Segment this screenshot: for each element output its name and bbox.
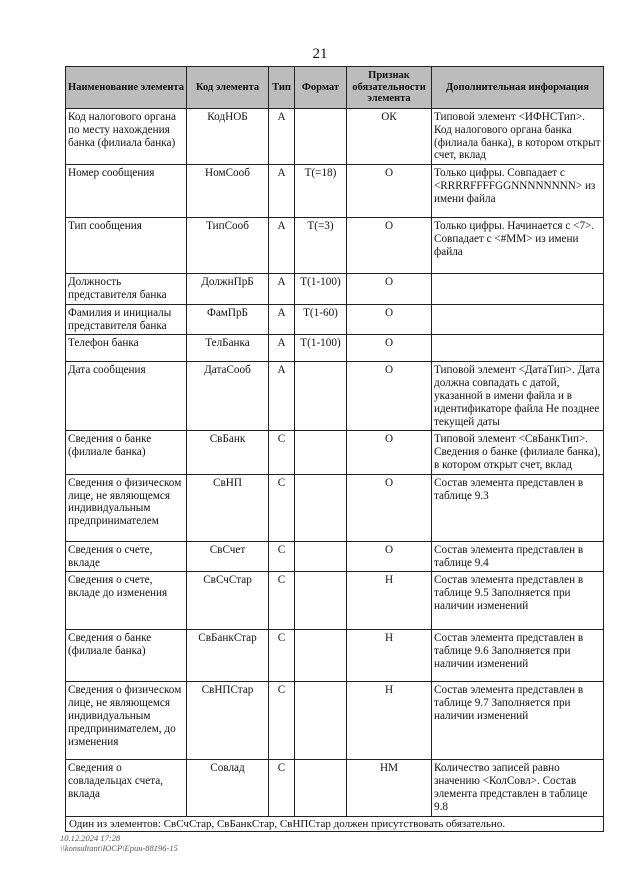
cell-type: А (269, 335, 295, 362)
cell-format: Т(=18) (295, 165, 347, 218)
header-required: Признак обязательности элемента (347, 67, 432, 109)
table-row (66, 165, 604, 218)
cell-code: СвБанк (187, 431, 269, 474)
cell-info (432, 335, 604, 362)
cell-required: О (347, 304, 432, 335)
cell-format: Т(=3) (295, 218, 347, 274)
cell-required: О (347, 165, 432, 218)
cell-info: Типовой элемент <СвБанкТип>. Сведения о банке (филиале банка), в котором открыт счет, вклад (432, 431, 604, 474)
cell-required: О (347, 335, 432, 362)
cell-type: С (269, 474, 295, 541)
cell-name: Сведения о счете, вкладе до изменения (66, 572, 187, 630)
cell-name: Сведения о банке (филиале банка) (66, 630, 187, 682)
table-row (66, 541, 604, 572)
cell-required: Н (347, 630, 432, 682)
cell-required: О (347, 274, 432, 305)
cell-code: КодНОБ (187, 109, 269, 165)
cell-code: ТелБанка (187, 335, 269, 362)
table-row (66, 572, 604, 630)
cell-name: Фамилия и инициалы представителя банка (66, 304, 187, 335)
cell-type: С (269, 541, 295, 572)
cell-type: С (269, 760, 295, 816)
cell-format (295, 682, 347, 760)
header-format: Формат (295, 67, 347, 109)
header-info: Дополнительная информация (432, 67, 604, 109)
cell-format (295, 431, 347, 474)
cell-type: А (269, 218, 295, 274)
cell-format: Т(1-100) (295, 335, 347, 362)
table-row (66, 274, 604, 305)
elements-table (65, 66, 604, 832)
table-row (66, 682, 604, 760)
cell-format (295, 760, 347, 816)
cell-info: Только цифры. Совпадает с <RRRRFFFFGGNNNNNNNN> из имени файла (432, 165, 604, 218)
cell-required: О (347, 541, 432, 572)
cell-code: СвНП (187, 474, 269, 541)
cell-type: А (269, 109, 295, 165)
cell-name: Тип сообщения (66, 218, 187, 274)
cell-type: А (269, 362, 295, 431)
cell-required: ОК (347, 109, 432, 165)
cell-type: С (269, 431, 295, 474)
cell-format (295, 362, 347, 431)
header-code: Код элемента (187, 67, 269, 109)
cell-name: Сведения о совладельцах счета, вклада (66, 760, 187, 816)
cell-name: Дата сообщения (66, 362, 187, 431)
cell-format (295, 474, 347, 541)
cell-required: НМ (347, 760, 432, 816)
cell-info: Состав элемента представлен в таблице 9.4 (432, 541, 604, 572)
cell-info: Состав элемента представлен в таблице 9.3 (432, 474, 604, 541)
table-row (66, 431, 604, 474)
cell-name: Сведения о банке (филиале банка) (66, 431, 187, 474)
print-path: \\konsultant\ЮСР\Ерин-88196-15 (60, 843, 178, 853)
table-row (66, 474, 604, 541)
header-row (66, 67, 604, 109)
cell-format (295, 109, 347, 165)
cell-name: Телефон банка (66, 335, 187, 362)
cell-format: Т(1-100) (295, 274, 347, 305)
cell-required: О (347, 218, 432, 274)
cell-name: Код налогового органа по месту нахождения банка (филиала банка) (66, 109, 187, 165)
header-name: Наименование элемента (66, 67, 187, 109)
cell-required: О (347, 362, 432, 431)
cell-name: Номер сообщения (66, 165, 187, 218)
cell-code: ДолжнПрБ (187, 274, 269, 305)
cell-code: НомСооб (187, 165, 269, 218)
cell-type: С (269, 630, 295, 682)
cell-required: О (347, 431, 432, 474)
table-row (66, 760, 604, 816)
cell-info: Состав элемента представлен в таблице 9.5 Заполняется при наличии изменений (432, 572, 604, 630)
table-row (66, 335, 604, 362)
cell-info (432, 304, 604, 335)
cell-code: ТипСооб (187, 218, 269, 274)
cell-info: Количество записей равно значению <КолСовл>. Состав элемента представлен в таблице 9.8 (432, 760, 604, 816)
cell-code: СвНПСтар (187, 682, 269, 760)
print-footer (60, 833, 178, 853)
cell-code: СвСчСтар (187, 572, 269, 630)
cell-code: Совлад (187, 760, 269, 816)
table-row (66, 304, 604, 335)
page-number: 21 (312, 46, 328, 62)
cell-type: А (269, 165, 295, 218)
cell-name: Сведения о физическом лице, не являющемся индивидуальным предпринимателем (66, 474, 187, 541)
cell-info: Состав элемента представлен в таблице 9.7 Заполняется при наличии изменений (432, 682, 604, 760)
cell-code: ФамПрБ (187, 304, 269, 335)
cell-required: О (347, 474, 432, 541)
cell-info: Типовой элемент <ИФНСТип>. Код налогового органа банка (филиала банка), в котором открыт счет, вклад (432, 109, 604, 165)
cell-required: Н (347, 682, 432, 760)
cell-type: С (269, 572, 295, 630)
cell-type: С (269, 682, 295, 760)
cell-info: Только цифры. Начинается с <7>. Совпадает с <#ММ> из имени файла (432, 218, 604, 274)
cell-info (432, 274, 604, 305)
table-row (66, 109, 604, 165)
header-type: Тип (269, 67, 295, 109)
table-row (66, 630, 604, 682)
cell-format (295, 572, 347, 630)
cell-name: Сведения о физическом лице, не являющемся индивидуальным предпринимателем, до изменения (66, 682, 187, 760)
cell-format: Т(1-60) (295, 304, 347, 335)
table-footnote: Один из элементов: СвСчСтар, СвБанкСтар, СвНПСтар должен присутствовать обязательно. (66, 816, 604, 832)
print-timestamp: 10.12.2024 17:28 (60, 833, 121, 843)
cell-info: Типовой элемент <ДатаТип>. Дата должна совпадать с датой, указанной в имени файла и в идентификаторе файла Не позднее текущей даты (432, 362, 604, 431)
cell-code: СвБанкСтар (187, 630, 269, 682)
cell-code: ДатаСооб (187, 362, 269, 431)
footnote-row (66, 816, 604, 832)
cell-name: Должность представителя банка (66, 274, 187, 305)
table-row (66, 218, 604, 274)
cell-type: А (269, 274, 295, 305)
cell-format (295, 630, 347, 682)
cell-info: Состав элемента представлен в таблице 9.6 Заполняется при наличии изменений (432, 630, 604, 682)
cell-required: Н (347, 572, 432, 630)
cell-code: СвСчет (187, 541, 269, 572)
table-row (66, 362, 604, 431)
cell-format (295, 541, 347, 572)
cell-name: Сведения о счете, вкладе (66, 541, 187, 572)
cell-type: А (269, 304, 295, 335)
